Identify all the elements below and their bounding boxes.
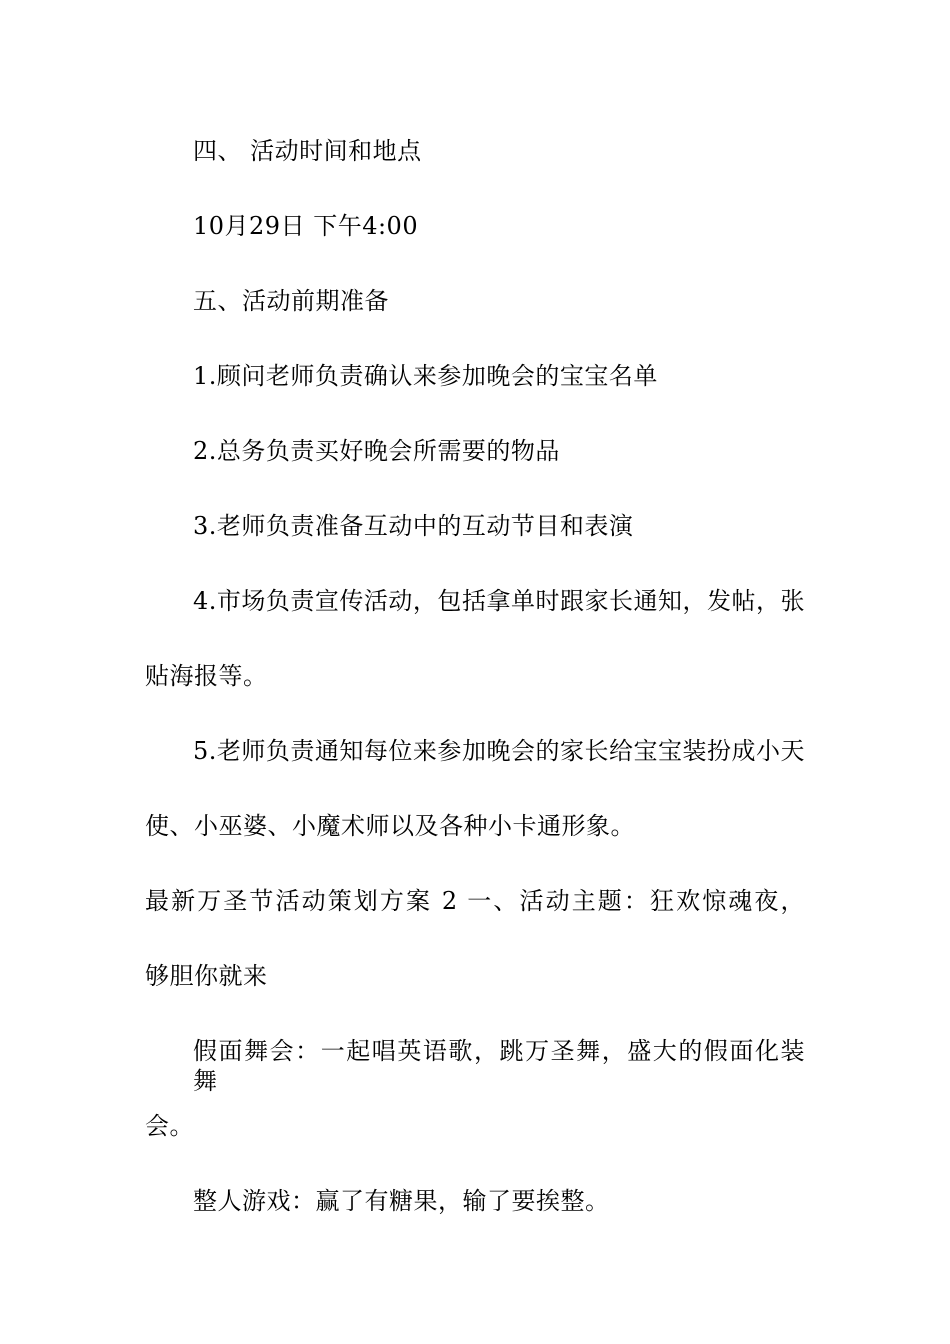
masquerade-line-1: 假面舞会：一起唱英语歌，跳万圣舞，盛大的假面化装舞 [193,1037,805,1095]
prep-item-4-line-2: 贴海报等。 [145,662,268,690]
prep-item-5-line-1: 5.老师负责通知每位来参加晚会的家长给宝宝装扮成小天 [193,737,805,765]
prep-item-5-line-2: 使、小巫婆、小魔术师以及各种小卡通形象。 [145,812,635,840]
plan-2-title-line-1: 最新万圣节活动策划方案 2 一、活动主题：狂欢惊魂夜， [145,887,805,915]
prep-item-2: 2.总务负责买好晚会所需要的物品 [193,437,560,465]
section-heading-preparation: 五、活动前期准备 [193,287,389,315]
plan-2-title-line-2: 够胆你就来 [145,962,268,990]
masquerade-line-2: 会。 [145,1112,194,1140]
prep-item-3: 3.老师负责准备互动中的互动节目和表演 [193,512,634,540]
prep-item-4-line-1: 4.市场负责宣传活动，包括拿单时跟家长通知，发帖，张 [193,587,805,615]
event-date-time: 10月29日 下午4:00 [193,212,419,240]
section-heading-time-location: 四、 活动时间和地点 [193,137,422,165]
prank-game: 整人游戏：赢了有糖果，输了要挨整。 [193,1187,610,1215]
prep-item-1: 1.顾问老师负责确认来参加晚会的宝宝名单 [193,362,658,390]
